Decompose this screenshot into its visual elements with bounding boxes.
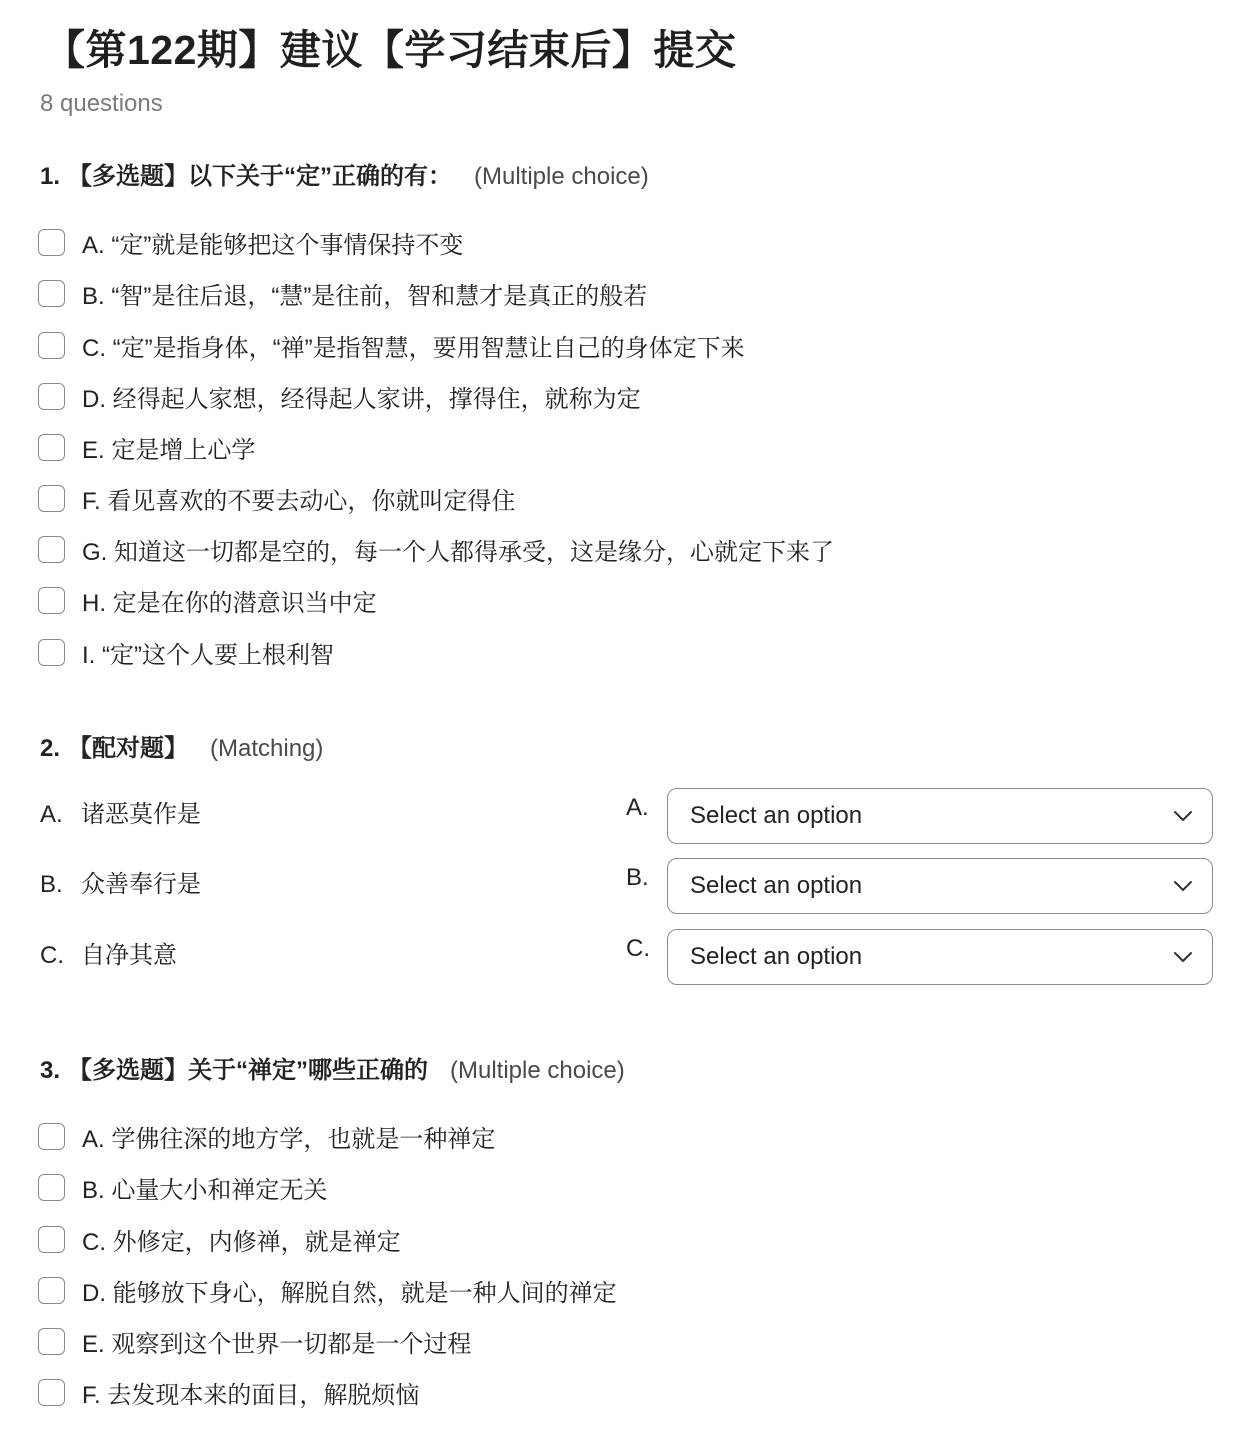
option-row[interactable] — [38, 1171, 327, 1203]
match-prompt-text: 诸恶莫作是 — [81, 801, 201, 828]
select-value: Select an option — [690, 943, 863, 970]
option-row[interactable] — [38, 226, 463, 258]
option-row[interactable] — [38, 636, 334, 668]
match-select[interactable] — [667, 858, 1213, 914]
question-text: 【配对题】 — [68, 735, 189, 762]
match-prompt — [40, 864, 201, 899]
checkbox-unchecked-icon[interactable] — [38, 332, 65, 359]
option-label: F. 去发现本来的面目，解脱烦恼 — [82, 1381, 420, 1409]
page-title: 【第122期】建议【学习结束后】提交 — [44, 27, 737, 73]
checkbox-unchecked-icon[interactable] — [38, 280, 65, 307]
option-row[interactable] — [38, 277, 647, 309]
question-2-header — [40, 728, 323, 763]
option-row[interactable] — [38, 431, 255, 463]
match-answer-letter: A. — [626, 794, 649, 821]
checkbox-unchecked-icon[interactable] — [38, 1277, 65, 1304]
checkbox-unchecked-icon[interactable] — [38, 383, 65, 410]
option-label: D. 能够放下身心，解脱自然，就是一种人间的禅定 — [82, 1279, 617, 1307]
match-prompt-letter: B. — [40, 871, 63, 898]
option-label: A. 学佛往深的地方学，也就是一种禅定 — [82, 1125, 496, 1153]
checkbox-unchecked-icon[interactable] — [38, 587, 65, 614]
question-text: 【多选题】以下关于“定”正确的有： — [68, 163, 453, 190]
option-row[interactable] — [38, 1120, 495, 1152]
option-label: G. 知道这一切都是空的，每一个人都得承受，这是缘分，心就定下来了 — [82, 538, 835, 566]
match-prompt — [40, 935, 177, 970]
checkbox-unchecked-icon[interactable] — [38, 1328, 65, 1355]
option-label: C. 外修定，内修禅，就是禅定 — [82, 1228, 401, 1256]
checkbox-unchecked-icon[interactable] — [38, 434, 65, 461]
match-prompt-text: 众善奉行是 — [81, 871, 201, 898]
option-label: B. “智”是往后退，“慧”是往前，智和慧才是真正的般若 — [82, 282, 648, 310]
option-row[interactable] — [38, 584, 377, 616]
option-row[interactable] — [38, 1274, 617, 1306]
option-row[interactable] — [38, 1376, 419, 1408]
select-value: Select an option — [690, 802, 863, 829]
checkbox-unchecked-icon[interactable] — [38, 485, 65, 512]
option-label: B. 心量大小和禅定无关 — [82, 1176, 328, 1204]
option-label: I. “定”这个人要上根利智 — [82, 641, 334, 669]
question-text: 【多选题】关于“禅定”哪些正确的 — [68, 1057, 429, 1084]
chevron-down-icon — [1172, 805, 1194, 827]
match-select[interactable] — [667, 788, 1213, 844]
option-label: E. 观察到这个世界一切都是一个过程 — [82, 1330, 472, 1358]
question-count: 8 questions — [40, 90, 163, 117]
option-label: D. 经得起人家想，经得起人家讲，撑得住，就称为定 — [82, 385, 641, 413]
option-row[interactable] — [38, 1223, 401, 1255]
option-row[interactable] — [38, 482, 515, 514]
option-row[interactable] — [38, 1325, 471, 1357]
checkbox-unchecked-icon[interactable] — [38, 1379, 65, 1406]
question-type: (Matching) — [210, 735, 324, 762]
match-answer-letter: B. — [626, 864, 649, 891]
match-answer-letter: C. — [626, 935, 650, 962]
question-3-header — [40, 1050, 625, 1085]
question-type: (Multiple choice) — [474, 163, 649, 190]
question-number: 2. — [40, 735, 61, 762]
option-label: C. “定”是指身体，“禅”是指智慧，要用智慧让自己的身体定下来 — [82, 334, 745, 362]
option-label: A. “定”就是能够把这个事情保持不变 — [82, 231, 464, 259]
question-type: (Multiple choice) — [450, 1057, 625, 1084]
option-label: F. 看见喜欢的不要去动心，你就叫定得住 — [82, 487, 516, 515]
option-row[interactable] — [38, 533, 834, 565]
match-prompt-letter: A. — [40, 801, 63, 828]
chevron-down-icon — [1172, 946, 1194, 968]
option-row[interactable] — [38, 380, 641, 412]
checkbox-unchecked-icon[interactable] — [38, 229, 65, 256]
checkbox-unchecked-icon[interactable] — [38, 1226, 65, 1253]
option-row[interactable] — [38, 329, 745, 361]
match-prompt-letter: C. — [40, 942, 64, 969]
option-label: H. 定是在你的潜意识当中定 — [82, 589, 377, 617]
question-number: 3. — [40, 1057, 61, 1084]
checkbox-unchecked-icon[interactable] — [38, 1123, 65, 1150]
checkbox-unchecked-icon[interactable] — [38, 639, 65, 666]
select-value: Select an option — [690, 872, 863, 899]
question-1-header — [40, 156, 649, 191]
chevron-down-icon — [1172, 875, 1194, 897]
match-prompt-text: 自净其意 — [81, 942, 177, 969]
checkbox-unchecked-icon[interactable] — [38, 1174, 65, 1201]
match-prompt — [40, 794, 201, 829]
checkbox-unchecked-icon[interactable] — [38, 536, 65, 563]
option-label: E. 定是增上心学 — [82, 436, 256, 464]
question-number: 1. — [40, 163, 61, 190]
match-select[interactable] — [667, 929, 1213, 985]
